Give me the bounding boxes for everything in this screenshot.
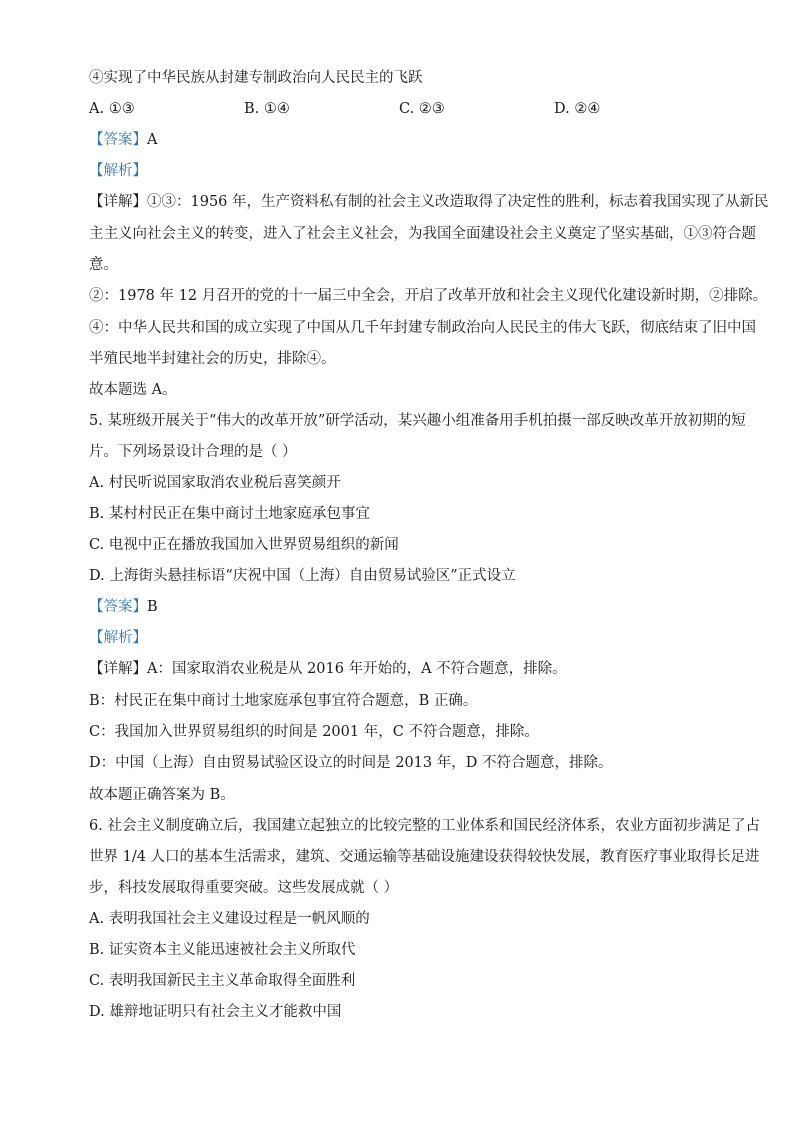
q5-detail-2: B：村民正在集中商讨土地家庭承包事宜符合题意，B 正确。	[89, 693, 478, 709]
q6-stem-2: 世界 1/4 人口的基本生活需求，建筑、交通运输等基础设施建设获得较快发展，教育医疗事业取得长足进	[89, 849, 760, 865]
q6-stem-3: 步，科技发展取得重要突破。这些发展成就（ ）	[89, 880, 399, 896]
q4-option-4: ④实现了中华民族从封建专制政治向人民民主的飞跃	[89, 70, 423, 86]
q5-detail-4: D：中国（上海）自由贸易试验区设立的时间是 2013 年，D 不符合题意，排除。	[89, 755, 613, 771]
q4-detail-5: ④：中华人民共和国的成立实现了中国从几千年封建专制政治向人民民主的伟大飞跃，彻底结束了旧中国	[89, 320, 756, 336]
q4-choices	[89, 99, 709, 119]
q4-answer	[89, 130, 709, 150]
q6-option-a: A. 表明我国社会主义建设过程是一帆风顺的	[89, 911, 370, 927]
q4-choice-d: D. ②④	[554, 101, 601, 117]
q5-detail-1	[89, 659, 709, 679]
q5-option-a: A. 村民听说国家取消农业税后喜笑颜开	[89, 475, 341, 491]
answer-tag: 【答案】	[89, 599, 147, 615]
q4-analysis-tag: 【解析】	[89, 163, 147, 179]
q5-stem-1: 5. 某班级开展关于“伟大的改革开放”研学活动，某兴趣小组准备用手机拍摄一部反映改革开放初期的短	[89, 413, 746, 429]
q4-detail-6: 半殖民地半封建社会的历史，排除④。	[89, 351, 336, 367]
q4-detail-4: ②：1978 年 12 月召开的党的十一届三中全会，开启了改革开放和社会主义现代化建设新时期，②排除。	[89, 288, 768, 304]
q4-choice-c: C. ②③	[399, 101, 445, 117]
q5-option-d: D. 上海街头悬挂标语“庆祝中国（上海）自由贸易试验区”正式设立	[89, 568, 516, 584]
answer-value: B	[147, 599, 158, 615]
q5-analysis-tag: 【解析】	[89, 630, 147, 646]
q6-option-d: D. 雄辩地证明只有社会主义才能救中国	[89, 1004, 342, 1020]
q5-conclusion: 故本题正确答案为 B。	[89, 787, 235, 803]
q4-choice-a: A. ①③	[89, 101, 135, 117]
q4-detail-2: 主主义向社会主义的转变，进入了社会主义社会，为我国全面建设社会主义奠定了坚实基础，①③符合题	[89, 226, 756, 242]
q5-option-c: C. 电视中正在播放我国加入世界贸易组织的新闻	[89, 537, 399, 553]
q5-option-b: B. 某村村民正在集中商讨土地家庭承包事宜	[89, 506, 370, 522]
answer-value: A	[147, 132, 158, 148]
q6-option-b: B. 证实资本主义能迅速被社会主义所取代	[89, 942, 356, 958]
detail-text: A：国家取消农业税是从 2016 年开始的，A 不符合题意，排除。	[147, 661, 567, 677]
answer-tag: 【答案】	[89, 132, 147, 148]
q6-stem-1: 6. 社会主义制度确立后，我国建立起独立的比较完整的工业体系和国民经济体系，农业方面初步满足了占	[89, 818, 760, 834]
q6-option-c: C. 表明我国新民主主义革命取得全面胜利	[89, 973, 356, 989]
detail-tag: 【详解】	[89, 661, 147, 677]
q4-detail-1	[89, 192, 769, 212]
q4-detail-3: 意。	[89, 257, 118, 273]
detail-tag: 【详解】	[89, 194, 147, 210]
detail-text: ①③：1956 年，生产资料私有制的社会主义改造取得了决定性的胜利，标志着我国实现了从新民	[147, 194, 769, 210]
q5-answer	[89, 597, 709, 617]
q5-detail-3: C：我国加入世界贸易组织的时间是 2001 年，C 不符合题意，排除。	[89, 724, 539, 740]
q5-stem-2: 片。下列场景设计合理的是（ ）	[89, 444, 297, 460]
q4-conclusion: 故本题选 A。	[89, 382, 177, 398]
q4-choice-b: B. ①④	[244, 101, 290, 117]
